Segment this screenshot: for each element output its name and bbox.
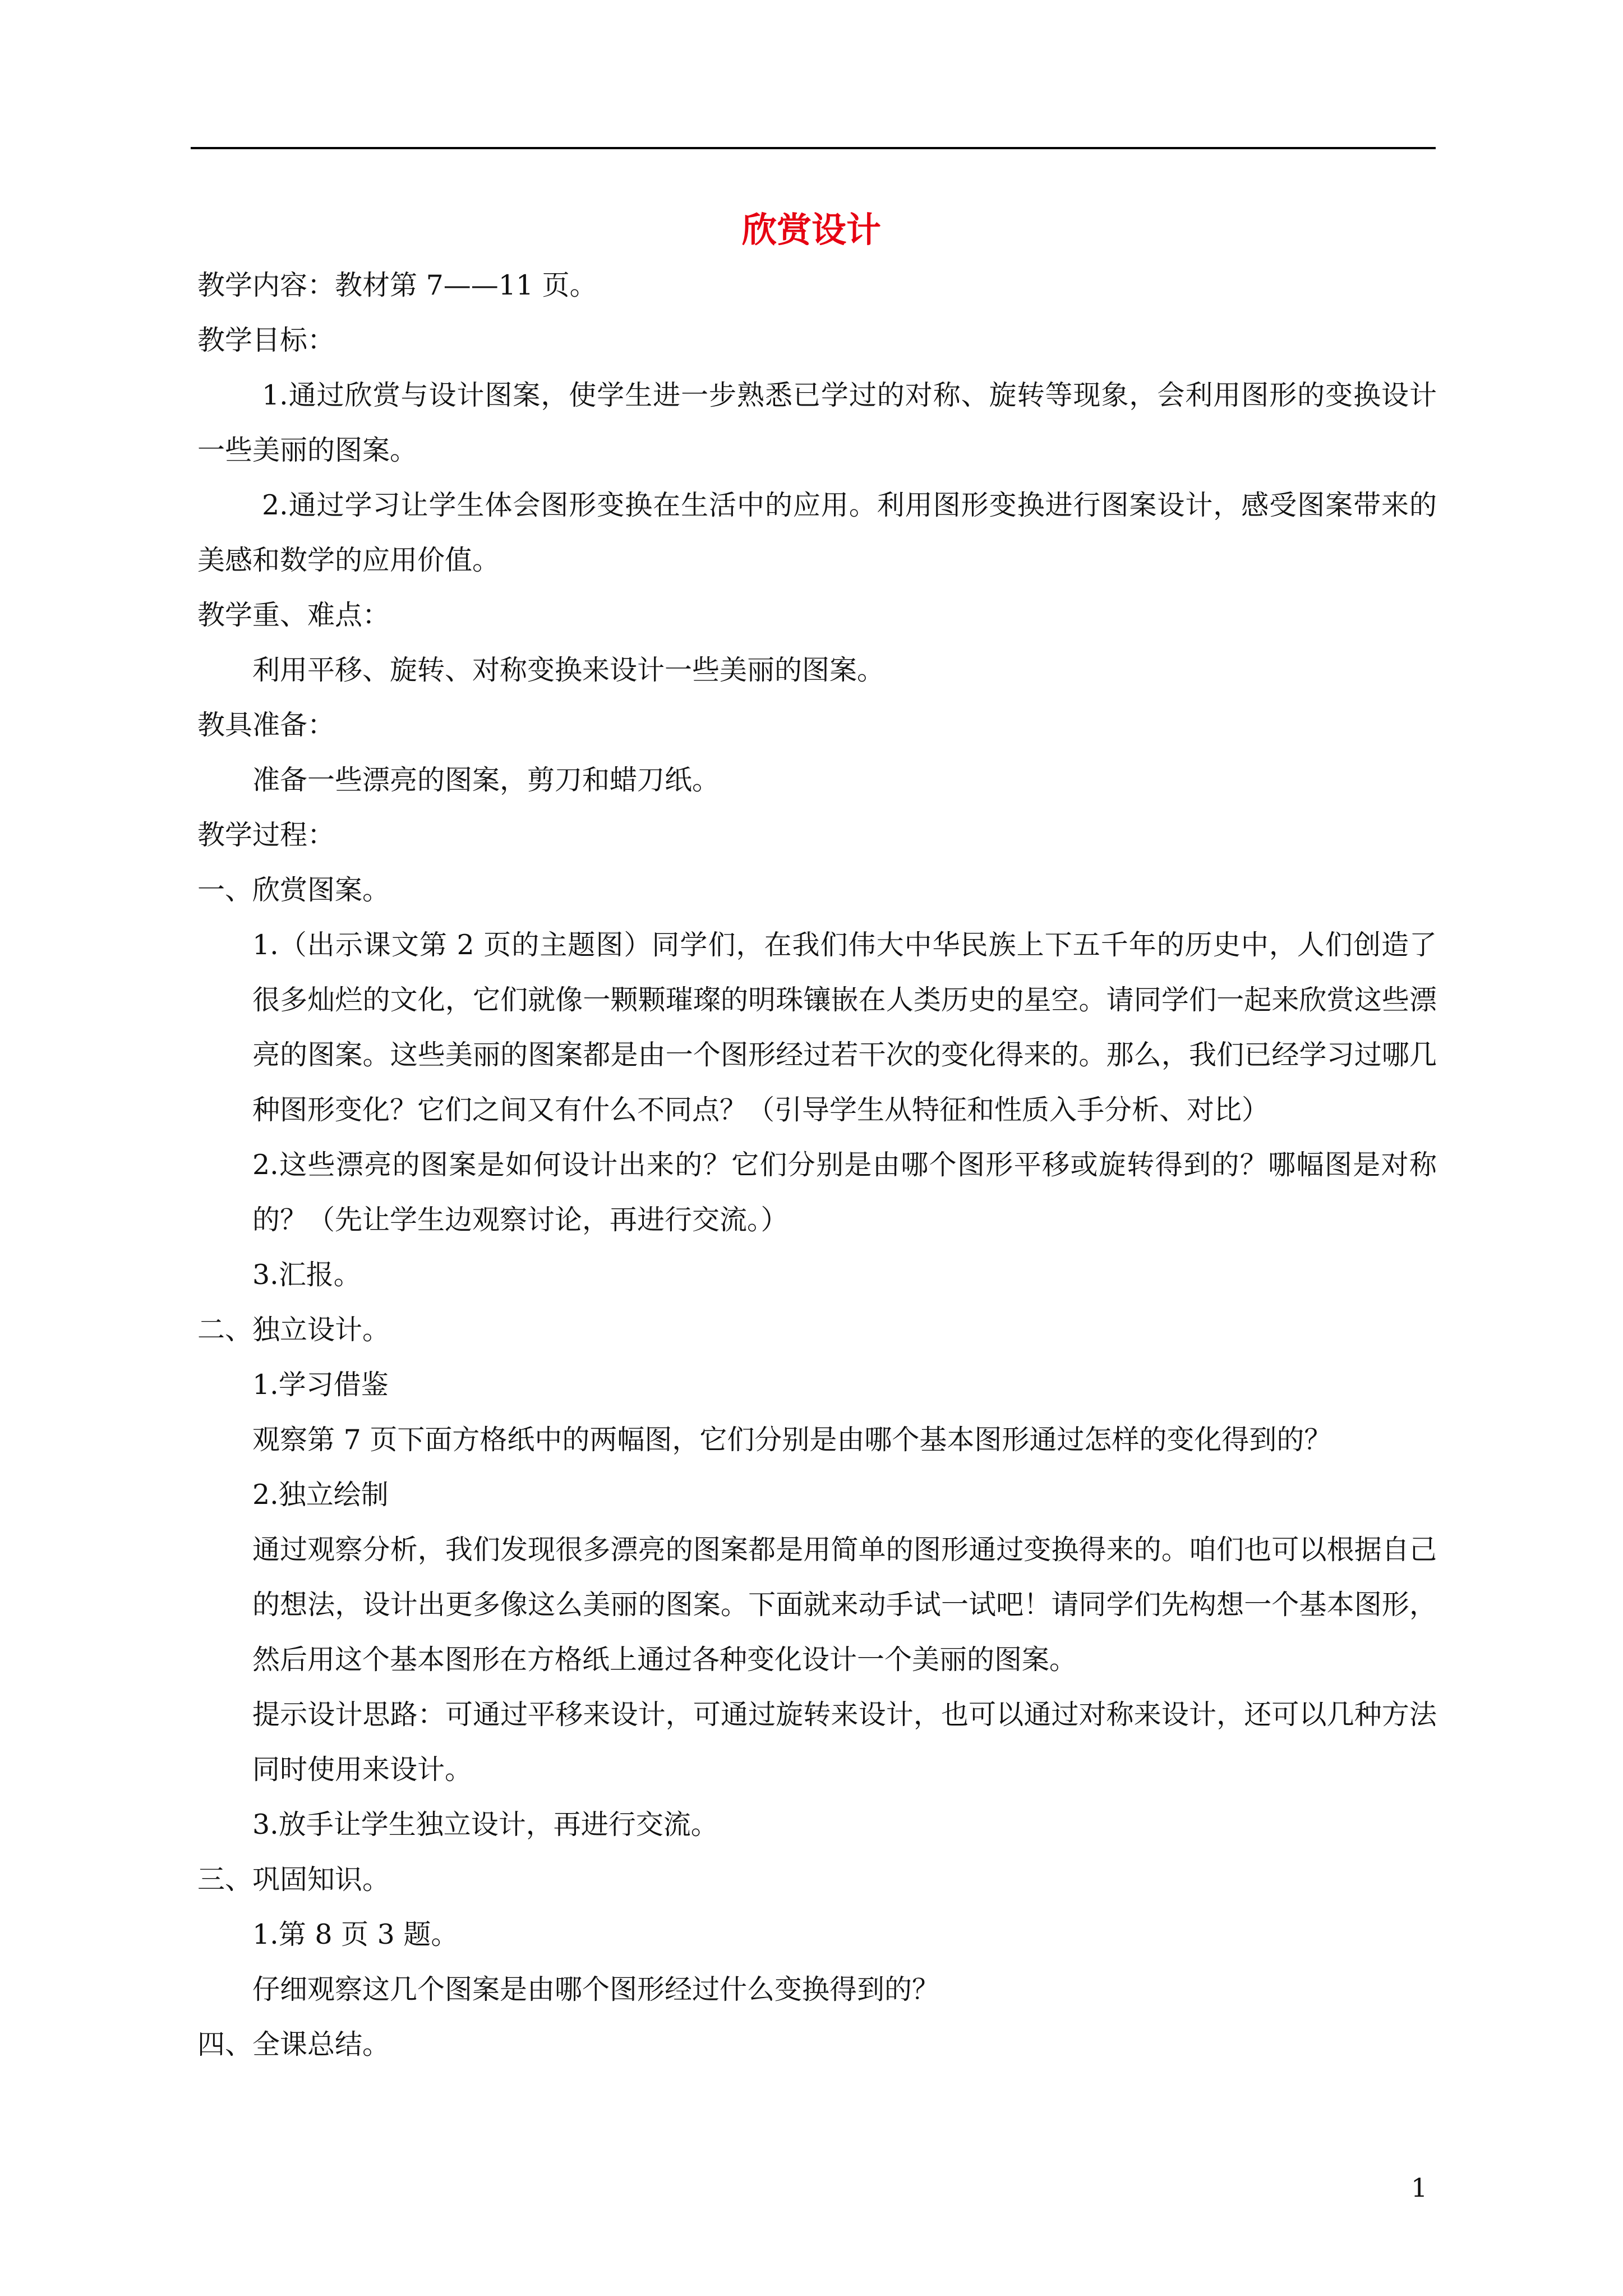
page-number: 1 <box>1411 2173 1428 2203</box>
section-1-heading: 一、欣赏图案。 <box>197 874 390 906</box>
section-4-heading: 四、全课总结。 <box>197 2028 390 2060</box>
process-heading: 教学过程： <box>197 819 335 851</box>
section-3-item-1: 1.第 8 页 3 题。 <box>252 1918 459 1950</box>
document-title: 欣赏设计 <box>741 209 881 250</box>
section-2-item-3: 3.放手让学生独立设计，再进行交流。 <box>252 1809 718 1841</box>
goals-heading: 教学目标： <box>197 324 335 356</box>
section-2-item-2-body: 通过观察分析，我们发现很多漂亮的图案都是用简单的图形通过变换得来的。咱们也可以根据自己的想法，设计出更多像这么美丽的图案。下面就来动手试一试吧！请同学们先构想一个基本图形，然后用这个基本图形在方格纸上通过各种变化设计一个美丽的图案。 <box>252 1534 1437 1676</box>
section-2-hint: 提示设计思路：可通过平移来设计，可通过旋转来设计，也可以通过对称来设计，还可以几种方法同时使用来设计。 <box>252 1699 1437 1786</box>
section-1-paragraph-1: 1.（出示课文第 2 页的主题图）同学们，在我们伟大中华民族上下五千年的历史中，人们创造了很多灿烂的文化，它们就像一颗颗璀璨的明珠镶嵌在人类历史的星空。请同学们一起来欣赏这些漂亮的图案。这些美丽的图案都是由一个图形经过若干次的变化得来的。那么，我们已经学习过哪几种图形变化？它们之间又有什么不同点？（引导学生从特征和性质入手分析、对比） <box>252 929 1437 1126</box>
key-point: 利用平移、旋转、对称变换来设计一些美丽的图案。 <box>252 654 885 686</box>
goal-1: 1.通过欣赏与设计图案，使学生进一步熟悉已学过的对称、旋转等现象，会利用图形的变换设计一些美丽的图案。 <box>197 379 1437 466</box>
header-rule <box>191 147 1436 149</box>
section-3-heading: 三、巩固知识。 <box>197 1864 390 1895</box>
goal-2: 2.通过学习让学生体会图形变换在生活中的应用。利用图形变换进行图案设计，感受图案带来的美感和数学的应用价值。 <box>197 489 1437 576</box>
section-3-item-1-body: 仔细观察这几个图案是由哪个图形经过什么变换得到的？ <box>252 1973 940 2005</box>
key-heading: 教学重、难点： <box>197 599 390 631</box>
document-body <box>197 258 1437 2072</box>
section-2-item-1: 1.学习借鉴 <box>252 1369 389 1401</box>
tools-heading: 教具准备： <box>197 709 335 741</box>
section-2-item-2: 2.独立绘制 <box>252 1479 389 1511</box>
section-1-paragraph-3: 3.汇报。 <box>252 1259 361 1291</box>
content-line: 教学内容：教材第 7——11 页。 <box>197 269 597 301</box>
section-2-item-1-body: 观察第 7 页下面方格纸中的两幅图，它们分别是由哪个基本图形通过怎样的变化得到的？ <box>252 1424 1332 1456</box>
section-1-paragraph-2: 2.这些漂亮的图案是如何设计出来的？它们分别是由哪个图形平移或旋转得到的？哪幅图是对称的？（先让学生边观察讨论，再进行交流。） <box>252 1149 1437 1236</box>
section-2-heading: 二、独立设计。 <box>197 1314 390 1346</box>
tools-line: 准备一些漂亮的图案，剪刀和蜡刀纸。 <box>252 764 720 796</box>
